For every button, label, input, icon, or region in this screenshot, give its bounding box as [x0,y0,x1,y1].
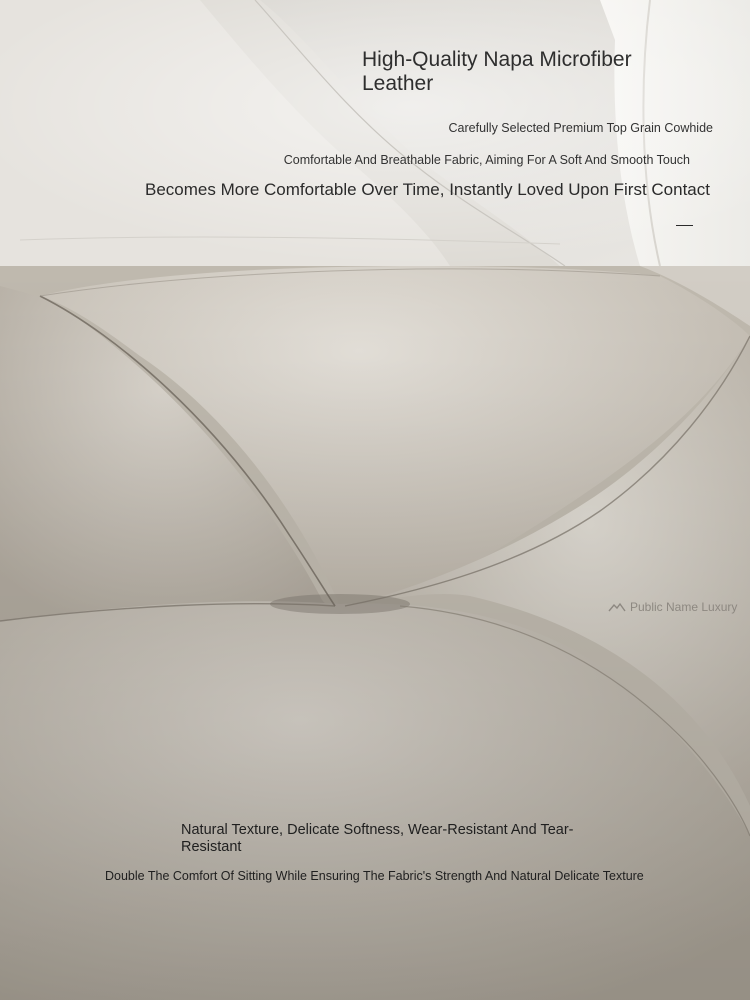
brand-watermark [608,600,737,614]
divider-dash [676,225,693,226]
mountain-logo-icon [608,602,626,612]
leather-cushion-closeup-image [0,266,750,1000]
top-headline-comfort: Becomes More Comfortable Over Time, Instantly Loved Upon First Contact [144,180,710,199]
bottom-description: Double The Comfort Of Sitting While Ensuring The Fabric's Strength And Natural Delicate Texture [105,869,644,883]
brand-watermark-text: Public Name Luxury [630,600,738,614]
bottom-title: Natural Texture, Delicate Softness, Wear-Resistant And Tear-Resistant [181,822,574,855]
top-title: High-Quality Napa Microfiber Leather [362,48,632,95]
bottom-banner [0,266,750,1000]
top-subtitle-fabric: Comfortable And Breathable Fabric, Aiming For A Soft And Smooth Touch [283,153,690,167]
top-subtitle-cowhide: Carefully Selected Premium Top Grain Cowhide [448,121,713,135]
top-banner [0,0,750,266]
